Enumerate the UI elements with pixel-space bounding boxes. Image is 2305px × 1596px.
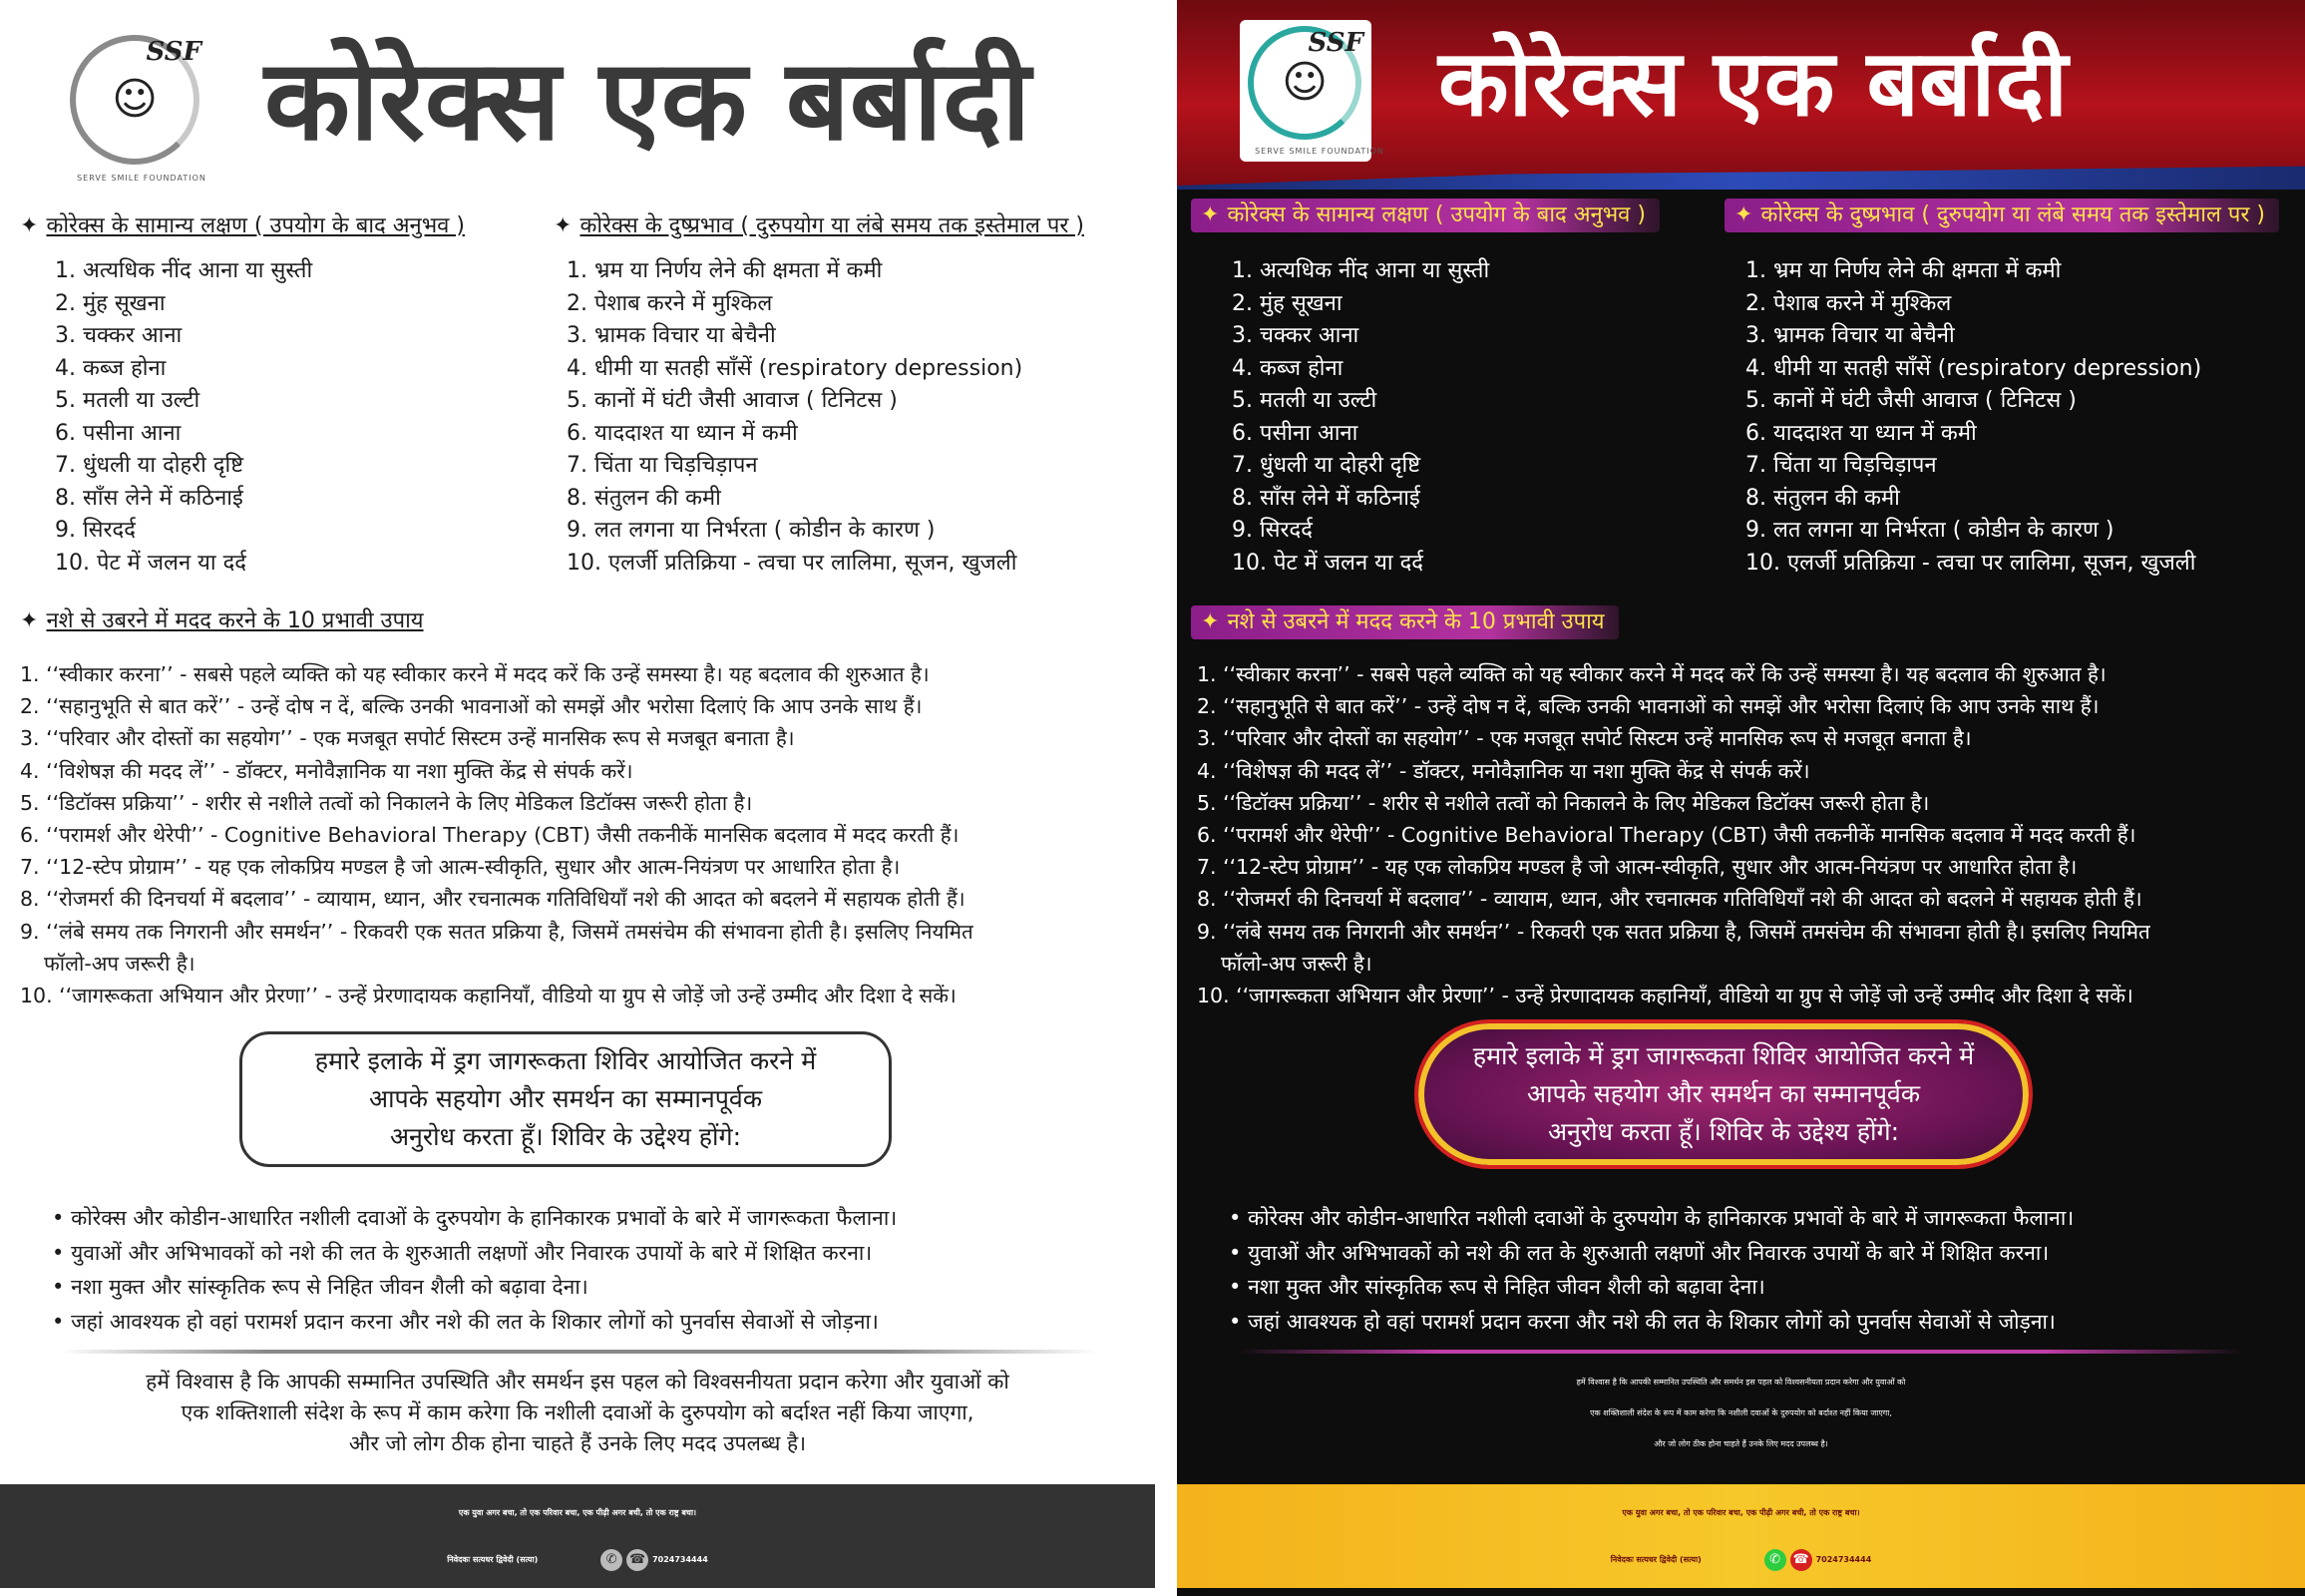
list-item: 4. धीमी या सतही साँसें (respiratory depression) bbox=[1745, 355, 2202, 381]
measure-text: 2. ‘‘सहानुभूति से बात करें’’ - उन्हें दोष न दें, बल्कि उनकी भावनाओं को समझें और भरोसा दिलाएं कि आप उनके साथ हैं। bbox=[1197, 694, 2100, 719]
measure-text: 3. ‘‘परिवार और दोस्तों का सहयोग’’ - एक मजबूत सपोर्ट सिस्टम उन्हें मानसिक रूप से मजबूत बनाता है। bbox=[20, 726, 795, 751]
signature-line bbox=[0, 1538, 1155, 1582]
star-icon: ✦ bbox=[20, 608, 39, 633]
closing-paragraph bbox=[1187, 1367, 2295, 1459]
appeal-box bbox=[239, 1031, 892, 1167]
poster-dark-version bbox=[1177, 0, 2305, 1596]
list-item: 5. मतली या उल्टी bbox=[55, 388, 200, 413]
list-item: 7. चिंता या चिड़चिड़ापन bbox=[567, 453, 758, 478]
measures-heading bbox=[1191, 605, 1619, 639]
symptoms-heading-text: कोरेक्स के सामान्य लक्षण ( उपयोग के बाद अनुभव ) bbox=[1227, 202, 1646, 227]
star-icon: ✦ bbox=[20, 213, 39, 238]
star-icon: ✦ bbox=[554, 213, 573, 238]
list-item: 3. भ्रामक विचार या बेचैनी bbox=[1745, 323, 1955, 348]
measure-text: 2. ‘‘सहानुभूति से बात करें’’ - उन्हें दोष न दें, बल्कि उनकी भावनाओं को समझें और भरोसा दिलाएं कि आप उनके साथ हैं। bbox=[20, 694, 923, 719]
divider bbox=[1237, 1350, 2244, 1354]
measures-heading-text: नशे से उबरने में मदद करने के 10 प्रभावी उपाय bbox=[1227, 609, 1605, 634]
list-item bbox=[20, 722, 973, 754]
list-item bbox=[1197, 658, 2150, 690]
list-item bbox=[1197, 690, 2150, 722]
side-effects-heading bbox=[1725, 199, 2279, 232]
list-item: 4. कब्ज होना bbox=[1232, 355, 1344, 381]
list-item bbox=[1197, 722, 2150, 754]
phone-number[interactable]: 7024734444 bbox=[1815, 1555, 1872, 1564]
footer bbox=[1177, 1484, 2305, 1588]
gutter bbox=[1155, 0, 1177, 1596]
measure-continuation: फॉलो-अप जरूरी है। bbox=[44, 951, 195, 976]
measures-heading bbox=[20, 606, 424, 636]
appeal-line: अनुरोध करता हूँ। शिविर के उद्देश्य होंगे: bbox=[389, 1122, 742, 1151]
list-item: 7. धुंधली या दोहरी दृष्टि bbox=[1232, 453, 1421, 478]
appeal-line: हमारे इलाके में ड्रग जागरूकता शिविर आयोजित करने में bbox=[314, 1046, 817, 1075]
list-item bbox=[1197, 819, 2150, 851]
list-item: 3. चक्कर आना bbox=[55, 323, 183, 348]
list-item bbox=[1197, 787, 2150, 819]
list-item: 6. याददाश्त या ध्यान में कमी bbox=[567, 420, 798, 446]
list-item: 9. सिरदर्द bbox=[1232, 518, 1313, 543]
list-item: • कोरेक्स और कोडीन-आधारित नशीली दवाओं के दुरुपयोग के हानिकारक प्रभावों के बारे में जागरूकता फैलाना। bbox=[1229, 1201, 2074, 1236]
side-effects-heading-text: कोरेक्स के दुष्प्रभाव ( दुरुपयोग या लंबे समय तक इस्तेमाल पर ) bbox=[579, 213, 1084, 238]
header bbox=[0, 0, 1155, 190]
closing-paragraph bbox=[20, 1367, 1135, 1459]
list-item: 7. चिंता या चिड़चिड़ापन bbox=[1745, 453, 1937, 478]
measures-heading-text: नशे से उबरने में मदद करने के 10 प्रभावी उपाय bbox=[46, 608, 424, 633]
header bbox=[1177, 0, 2305, 190]
logo-card bbox=[1240, 20, 1384, 162]
star-icon: ✦ bbox=[1201, 609, 1220, 634]
page-title: कोरेक्स एक बर्बादी bbox=[264, 36, 1031, 166]
list-item: 2. मुंह सूखना bbox=[55, 290, 166, 316]
measures-list bbox=[20, 658, 973, 1011]
closing-line: हमें विश्वास है कि आपकी सम्मानित उपस्थिति और समर्थन इस पहल को विश्वसनीयता प्रदान करेगा और युवाओं को bbox=[1576, 1378, 1906, 1387]
list-item bbox=[20, 658, 973, 690]
phone-number-group bbox=[600, 1551, 708, 1567]
phone-number[interactable]: 7024734444 bbox=[652, 1555, 708, 1564]
symptoms-list bbox=[55, 255, 312, 580]
measure-text: 1. ‘‘स्वीकार करना’’ - सबसे पहले व्यक्ति को यह स्वीकार करने में मदद करें कि उन्हें समस्या है। यह बदलाव की शुरुआत है। bbox=[20, 662, 930, 686]
page-title: कोरेक्स एक बर्बादी bbox=[1438, 30, 2069, 137]
closing-line: एक शक्तिशाली संदेश के रूप में काम करेगा कि नशीली दवाओं के दुरुपयोग को बर्दाश्त नहीं किया जाएगा, bbox=[181, 1400, 974, 1424]
symptoms-list bbox=[1232, 255, 1489, 580]
closing-line: हमें विश्वास है कि आपकी सम्मानित उपस्थिति और समर्थन इस पहल को विश्वसनीयता प्रदान करेगा और युवाओं को bbox=[146, 1370, 1009, 1394]
list-item: 5. कानों में घंटी जैसी आवाज ( टिनिटस ) bbox=[1745, 388, 2077, 413]
list-item: 1. अत्यधिक नींद आना या सुस्ती bbox=[1232, 258, 1490, 283]
list-item: 3. भ्रामक विचार या बेचैनी bbox=[567, 323, 776, 348]
list-item: 5. मतली या उल्टी bbox=[1232, 388, 1377, 413]
smiley-face-logo-icon: ☺ bbox=[1282, 57, 1328, 108]
list-item bbox=[1197, 851, 2150, 883]
measure-text: 7. ‘‘12-स्टेप प्रोग्राम’’ - यह एक लोकप्रिय मण्डल है जो आत्म-स्वीकृति, सुधार और आत्म-नियंत्रण पर आधारित होता है। bbox=[1197, 855, 2078, 880]
list-item: • नशा मुक्त और सांस्कृतिक रूप से निहित जीवन शैली को बढ़ावा देना। bbox=[52, 1270, 897, 1305]
list-item bbox=[20, 787, 973, 819]
appeal-line: अनुरोध करता हूँ। शिविर के उद्देश्य होंगे: bbox=[1547, 1117, 1900, 1146]
list-item: • कोरेक्स और कोडीन-आधारित नशीली दवाओं के दुरुपयोग के हानिकारक प्रभावों के बारे में जागरूकता फैलाना। bbox=[52, 1201, 897, 1236]
measure-text: 5. ‘‘डिटॉक्स प्रक्रिया’’ - शरीर से नशीले तत्वों को निकालने के लिए मेडिकल डिटॉक्स जरूरी होता है। bbox=[1197, 790, 1930, 815]
measure-text: 10. ‘‘जागरूकता अभियान और प्रेरणा’’ - उन्हें प्रेरणादायक कहानियाँ, वीडियो या ग्रुप से जोड़ें जो उन्हें उम्मीद और दिशा दे सकें। bbox=[1197, 984, 2133, 1008]
side-effects-heading bbox=[554, 211, 1084, 241]
logo-letters: SSF bbox=[146, 37, 201, 67]
phone-icon: ☎ bbox=[1790, 1549, 1812, 1571]
list-item: 8. संतुलन की कमी bbox=[567, 485, 721, 511]
signature: निवेदकः सत्यधर द्विवेदी (सत्या) bbox=[447, 1555, 539, 1564]
measure-text: 3. ‘‘परिवार और दोस्तों का सहयोग’’ - एक मजबूत सपोर्ट सिस्टम उन्हें मानसिक रूप से मजबूत बनाता है। bbox=[1197, 726, 1972, 751]
list-item: 6. पसीना आना bbox=[1232, 420, 1358, 446]
list-item bbox=[20, 916, 973, 980]
list-item bbox=[1197, 883, 2150, 915]
logo-caption: SERVE SMILE FOUNDATION bbox=[1255, 147, 1384, 156]
list-item: 4. कब्ज होना bbox=[55, 355, 167, 381]
list-item: 10. पेट में जलन या दर्द bbox=[1232, 550, 1423, 576]
measure-text: 8. ‘‘रोजमर्रा की दिनचर्या में बदलाव’’ - व्यायाम, ध्यान, और रचनात्मक गतिविधियाँ नशे की आदत को बदलने में सहायक होती हैं। bbox=[20, 887, 965, 912]
measure-continuation: फॉलो-अप जरूरी है। bbox=[1221, 951, 1372, 976]
measure-text: 7. ‘‘12-स्टेप प्रोग्राम’’ - यह एक लोकप्रिय मण्डल है जो आत्म-स्वीकृति, सुधार और आत्म-नियंत्रण पर आधारित होता है। bbox=[20, 855, 901, 880]
list-item bbox=[1197, 980, 2150, 1011]
goals-list bbox=[52, 1201, 897, 1339]
measure-text: 8. ‘‘रोजमर्रा की दिनचर्या में बदलाव’’ - व्यायाम, ध्यान, और रचनात्मक गतिविधियाँ नशे की आदत को बदलने में सहायक होती हैं। bbox=[1197, 887, 2142, 912]
measure-text: 6. ‘‘परामर्श और थेरेपी’’ - Cognitive Behavioral Therapy (CBT) जैसी तकनीकें मानसिक बदलाव में मदद करती हैं। bbox=[1197, 823, 2136, 848]
list-item: • युवाओं और अभिभावकों को नशे की लत के शुरुआती लक्षणों और निवारक उपायों के बारे में शिक्षित करना। bbox=[1229, 1236, 2074, 1271]
list-item: 6. याददाश्त या ध्यान में कमी bbox=[1745, 420, 1977, 446]
logo-caption: SERVE SMILE FOUNDATION bbox=[77, 174, 206, 183]
list-item bbox=[20, 980, 973, 1011]
measure-text: 4. ‘‘विशेषज्ञ की मदद लें’’ - डॉक्टर, मनोवैज्ञानिक या नशा मुक्ति केंद्र से संपर्क करें। bbox=[1197, 758, 1810, 783]
ssf-logo bbox=[70, 35, 206, 183]
goals-list bbox=[1229, 1201, 2074, 1339]
list-item: 1. भ्रम या निर्णय लेने की क्षमता में कमी bbox=[1745, 258, 2062, 283]
list-item bbox=[20, 883, 973, 915]
list-item: 8. साँस लेने में कठिनाई bbox=[55, 485, 243, 511]
list-item: 10. एलर्जी प्रतिक्रिया - त्वचा पर लालिमा, सूजन, खुजली bbox=[567, 550, 1017, 576]
closing-line: और जो लोग ठीक होना चाहते हैं उनके लिए मदद उपलब्ध है। bbox=[1654, 1439, 1828, 1448]
list-item: 3. चक्कर आना bbox=[1232, 323, 1359, 348]
list-item: 9. सिरदर्द bbox=[55, 518, 136, 543]
list-item bbox=[20, 690, 973, 722]
slogan: एक युवा अगर बचा, तो एक परिवार बचा, एक पीढ़ी अगर बची, तो एक राष्ट्र बचा। bbox=[1622, 1508, 1860, 1517]
list-item: 9. लत लगना या निर्भरता ( कोडीन के कारण ) bbox=[1745, 518, 2114, 543]
divider bbox=[60, 1350, 1097, 1354]
symptoms-heading-text: कोरेक्स के सामान्य लक्षण ( उपयोग के बाद अनुभव ) bbox=[46, 213, 465, 238]
list-item: 9. लत लगना या निर्भरता ( कोडीन के कारण ) bbox=[567, 518, 936, 543]
appeal-line: आपके सहयोग और समर्थन का सम्मानपूर्वक bbox=[1526, 1079, 1921, 1108]
measures-list bbox=[1197, 658, 2150, 1011]
measure-text: 9. ‘‘लंबे समय तक निगरानी और समर्थन’’ - रिकवरी एक सतत प्रक्रिया है, जिसमें तमसंचेम की संभावना होती है। इसलिए नियमित bbox=[1197, 919, 2150, 944]
closing-line: एक शक्तिशाली संदेश के रूप में काम करेगा कि नशीली दवाओं के दुरुपयोग को बर्दाश्त नहीं किया जाएगा, bbox=[1590, 1408, 1892, 1417]
whatsapp-icon: ✆ bbox=[600, 1549, 622, 1571]
measure-text: 10. ‘‘जागरूकता अभियान और प्रेरणा’’ - उन्हें प्रेरणादायक कहानियाँ, वीडियो या ग्रुप से जोड़ें जो उन्हें उम्मीद और दिशा दे सकें। bbox=[20, 984, 957, 1008]
whatsapp-icon: ✆ bbox=[1764, 1549, 1786, 1571]
list-item: 2. पेशाब करने में मुश्किल bbox=[1745, 290, 1952, 316]
star-icon: ✦ bbox=[1734, 202, 1753, 227]
appeal-line: आपके सहयोग और समर्थन का सम्मानपूर्वक bbox=[368, 1084, 763, 1113]
list-item: 1. अत्यधिक नींद आना या सुस्ती bbox=[55, 258, 313, 283]
closing-line: और जो लोग ठीक होना चाहते हैं उनके लिए मदद उपलब्ध है। bbox=[348, 1431, 807, 1455]
list-item: • जहां आवश्यक हो वहां परामर्श प्रदान करना और नशे की लत के शिकार लोगों को पुनर्वास सेवाओं से जोड़ना। bbox=[1229, 1305, 2074, 1340]
phone-number-group bbox=[1764, 1551, 1872, 1567]
ssf-logo bbox=[1248, 26, 1384, 156]
list-item: • नशा मुक्त और सांस्कृतिक रूप से निहित जीवन शैली को बढ़ावा देना। bbox=[1229, 1270, 2074, 1305]
symptoms-heading bbox=[1191, 199, 1660, 232]
list-item bbox=[1197, 755, 2150, 787]
list-item: • जहां आवश्यक हो वहां परामर्श प्रदान करना और नशे की लत के शिकार लोगों को पुनर्वास सेवाओं से जोड़ना। bbox=[52, 1305, 897, 1340]
phone-icon: ☎ bbox=[626, 1549, 648, 1571]
list-item: • युवाओं और अभिभावकों को नशे की लत के शुरुआती लक्षणों और निवारक उपायों के बारे में शिक्षित करना। bbox=[52, 1236, 897, 1271]
star-icon: ✦ bbox=[1201, 202, 1220, 227]
side-effects-heading-text: कोरेक्स के दुष्प्रभाव ( दुरुपयोग या लंबे समय तक इस्तेमाल पर ) bbox=[1760, 202, 2265, 227]
list-item: 5. कानों में घंटी जैसी आवाज ( टिनिटस ) bbox=[567, 388, 898, 413]
list-item: 10. पेट में जलन या दर्द bbox=[55, 550, 246, 576]
list-item: 2. पेशाब करने में मुश्किल bbox=[567, 290, 773, 316]
list-item: 8. संतुलन की कमी bbox=[1745, 485, 1900, 511]
appeal-box bbox=[1414, 1019, 2033, 1169]
symptoms-heading bbox=[20, 211, 465, 241]
list-item: 4. धीमी या सतही साँसें (respiratory depression) bbox=[567, 355, 1023, 381]
list-item: 8. साँस लेने में कठिनाई bbox=[1232, 485, 1420, 511]
signature: निवेदकः सत्यधर द्विवेदी (सत्या) bbox=[1610, 1555, 1702, 1564]
measure-text: 9. ‘‘लंबे समय तक निगरानी और समर्थन’’ - रिकवरी एक सतत प्रक्रिया है, जिसमें तमसंचेम की संभावना होती है। इसलिए नियमित bbox=[20, 919, 973, 944]
measure-text: 5. ‘‘डिटॉक्स प्रक्रिया’’ - शरीर से नशीले तत्वों को निकालने के लिए मेडिकल डिटॉक्स जरूरी होता है। bbox=[20, 790, 753, 815]
logo-letters: SSF bbox=[1308, 28, 1363, 58]
list-item: 6. पसीना आना bbox=[55, 420, 182, 446]
list-item bbox=[20, 819, 973, 851]
slogan: एक युवा अगर बचा, तो एक परिवार बचा, एक पीढ़ी अगर बची, तो एक राष्ट्र बचा। bbox=[458, 1508, 697, 1517]
side-effects-list bbox=[1745, 255, 2201, 580]
measure-text: 1. ‘‘स्वीकार करना’’ - सबसे पहले व्यक्ति को यह स्वीकार करने में मदद करें कि उन्हें समस्या है। यह बदलाव की शुरुआत है। bbox=[1197, 662, 2107, 686]
list-item: 1. भ्रम या निर्णय लेने की क्षमता में कमी bbox=[567, 258, 883, 283]
side-effects-list bbox=[567, 255, 1022, 580]
signature-line bbox=[1177, 1538, 2305, 1582]
footer bbox=[0, 1484, 1155, 1588]
list-item: 2. मुंह सूखना bbox=[1232, 290, 1343, 316]
list-item bbox=[20, 851, 973, 883]
measure-text: 4. ‘‘विशेषज्ञ की मदद लें’’ - डॉक्टर, मनोवैज्ञानिक या नशा मुक्ति केंद्र से संपर्क करें। bbox=[20, 758, 633, 783]
measure-text: 6. ‘‘परामर्श और थेरेपी’’ - Cognitive Behavioral Therapy (CBT) जैसी तकनीकें मानसिक बदलाव में मदद करती हैं। bbox=[20, 823, 960, 848]
list-item: 7. धुंधली या दोहरी दृष्टि bbox=[55, 453, 244, 478]
list-item bbox=[1197, 916, 2150, 980]
list-item bbox=[20, 755, 973, 787]
list-item: 10. एलर्जी प्रतिक्रिया - त्वचा पर लालिमा, सूजन, खुजली bbox=[1745, 550, 2196, 576]
smiley-face-logo-icon: ☺ bbox=[112, 74, 158, 125]
appeal-line: हमारे इलाके में ड्रग जागरूकता शिविर आयोजित करने में bbox=[1472, 1041, 1975, 1070]
